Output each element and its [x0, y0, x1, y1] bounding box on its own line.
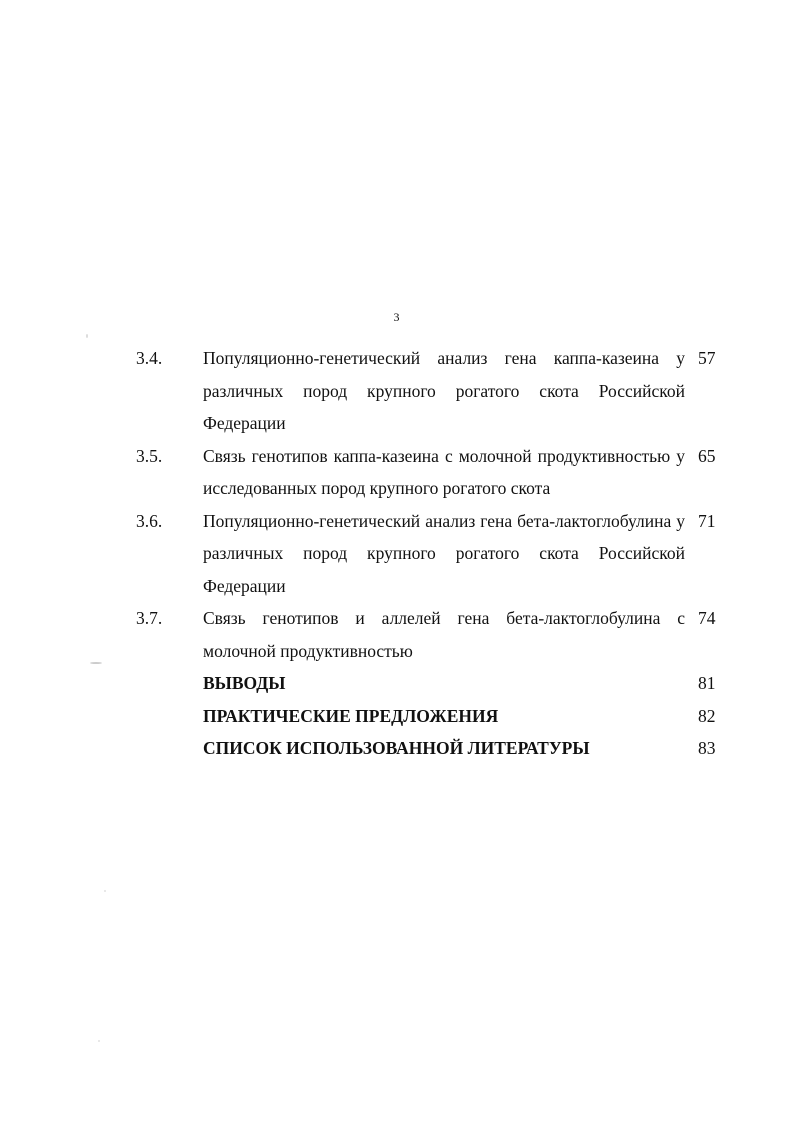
toc-entry-page: 83: [698, 738, 716, 758]
page-number: 3: [393, 310, 400, 324]
toc-entry-title: ПРАКТИЧЕСКИЕ ПРЕДЛОЖЕНИЯ: [203, 705, 499, 726]
toc-entry-page: 57: [698, 348, 716, 368]
toc-entry-3-4: [0, 342, 793, 440]
toc-entry-title: СПИСОК ИСПОЛЬЗОВАННОЙ ЛИТЕРАТУРЫ: [203, 738, 590, 758]
toc-entry-conclusions: [0, 667, 793, 700]
toc-entry-title: Связь генотипов и аллелей гена бета-лактоглобулина с молочной продуктивностью: [203, 608, 685, 661]
toc-entry-page: 81: [698, 673, 716, 693]
scan-speck: [104, 890, 106, 892]
toc-entry-title: Популяционно-генетический анализ гена каппа-казеина у различных пород крупного рогатого скота Российской Федерации: [203, 348, 685, 433]
toc-entry-page: 82: [698, 705, 716, 726]
toc-entry-number: 3.4.: [136, 348, 163, 368]
scan-speck: [86, 334, 88, 338]
toc-entry-3-6: [0, 505, 793, 603]
scan-speck: [90, 662, 102, 664]
toc-entry-references: [0, 732, 793, 765]
toc-entry-practical-proposals: [0, 700, 793, 733]
toc-entry-3-5: [0, 440, 793, 505]
scan-speck: [98, 1040, 100, 1042]
toc-entry-page: 74: [698, 608, 716, 628]
toc-entry-title: Связь генотипов каппа-казеина с молочной продуктивностью у исследованных пород крупного рогатого скота: [203, 445, 685, 498]
table-of-contents: [0, 342, 793, 765]
toc-entry-title: Популяционно-генетический анализ гена бета-лактоглобулина у различных пород крупного рогатого скота Российской Федерации: [203, 510, 685, 596]
toc-entry-number: 3.7.: [136, 608, 163, 628]
toc-entry-page: 65: [698, 445, 716, 466]
toc-entry-number: 3.6.: [136, 510, 163, 531]
toc-entry-title: ВЫВОДЫ: [203, 673, 286, 693]
toc-entry-3-7: [0, 602, 793, 667]
toc-entry-page: 71: [698, 510, 716, 531]
toc-entry-number: 3.5.: [136, 445, 163, 466]
